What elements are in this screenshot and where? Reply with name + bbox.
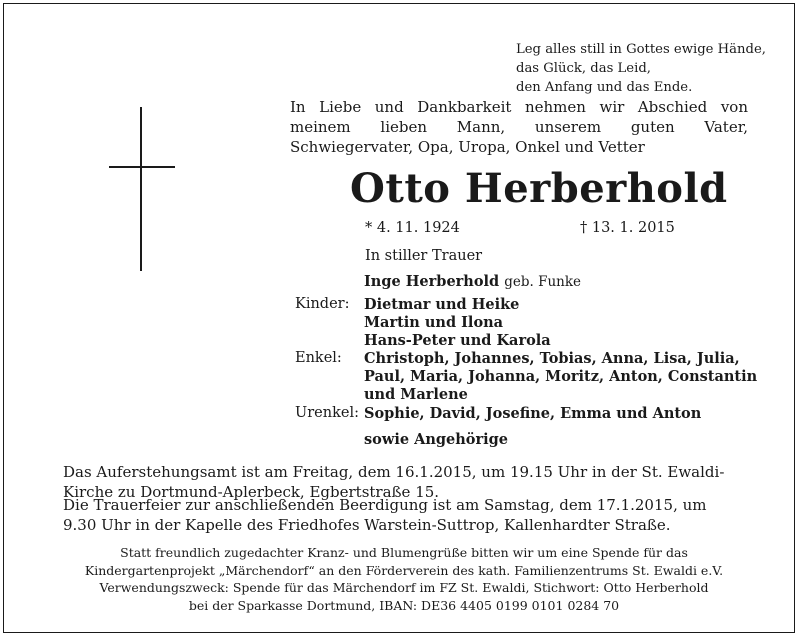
death-date: † 13. 1. 2015 xyxy=(580,220,675,236)
list-item: und Marlene xyxy=(364,386,468,403)
list-item: Christoph, Johannes, Tobias, Anna, Lisa, Julia, xyxy=(364,350,740,367)
service-announcement: Das Auferstehungsamt ist am Freitag, dem 16.1.2015, um 19.15 Uhr in der St. Ewaldi-Kirche zu Dortmund-Aplerbeck, Egbertstraße 15. xyxy=(63,463,725,501)
list-item: Martin und Ilona xyxy=(364,314,504,331)
list-item: Hans-Peter und Karola xyxy=(364,332,551,349)
wife-name: Inge Herberhold xyxy=(364,273,500,290)
wife-maiden-name: geb. Funke xyxy=(504,274,582,290)
donation-line: bei der Sparkasse Dortmund, IBAN: DE36 4405 0199 0101 0284 70 xyxy=(188,597,620,613)
donation-line: Verwendungszweck: Spende für das Märchendorf im FZ St. Ewaldi, Stichwort: Otto Herberhold xyxy=(99,580,709,595)
poem-line: den Anfang und das Ende. xyxy=(516,80,693,95)
obituary-notice xyxy=(3,3,795,633)
list-item: Paul, Maria, Johanna, Moritz, Anton, Constantin xyxy=(364,368,758,385)
grandchildren-label: Enkel: xyxy=(295,350,342,366)
poem-verse xyxy=(516,40,766,97)
greatgrandchildren-label: Urenkel: xyxy=(295,405,359,421)
poem-line: Leg alles still in Gottes ewige Hände, xyxy=(516,42,766,57)
other-relatives: sowie Angehörige xyxy=(364,431,508,448)
grandchildren-list xyxy=(364,350,757,404)
mourning-heading: In stiller Trauer xyxy=(365,248,483,264)
funeral-announcement: Die Trauerfeier zur anschließenden Beerdigung ist am Samstag, dem 17.1.2015, um 9.30 Uhr in der Kapelle des Friedhofes Warstein-Suttrop, Kallenhardter Straße. xyxy=(63,496,707,534)
children-label: Kinder: xyxy=(295,296,350,312)
donation-line: Kindergartenprojekt „Märchendorf“ an den Förderverein des kath. Familienzentrums St. Ewaldi e.V. xyxy=(84,562,724,578)
deceased-name: Otto Herberhold xyxy=(350,165,728,212)
greatgrandchildren-list xyxy=(364,405,701,423)
list-item: Sophie, David, Josefine, Emma und Anton xyxy=(364,405,702,422)
wife-line xyxy=(364,273,581,291)
list-item: Dietmar und Heike xyxy=(364,296,520,313)
birth-date: * 4. 11. 1924 xyxy=(365,220,460,236)
poem-line: das Glück, das Leid, xyxy=(516,61,651,76)
cross-icon-vertical xyxy=(140,107,142,271)
intro-text: In Liebe und Dankbarkeit nehmen wir Abschied von meinem lieben Mann, unserem guten Vater, Schwiegervater, Opa, Uropa, Onkel und Vetter xyxy=(290,98,748,156)
donation-note xyxy=(54,544,754,614)
donation-line: Statt freundlich zugedachter Kranz- und Blumengrüße bitten wir um eine Spende für das xyxy=(120,545,688,560)
children-list xyxy=(364,296,551,350)
cross-icon-horizontal xyxy=(109,166,175,168)
